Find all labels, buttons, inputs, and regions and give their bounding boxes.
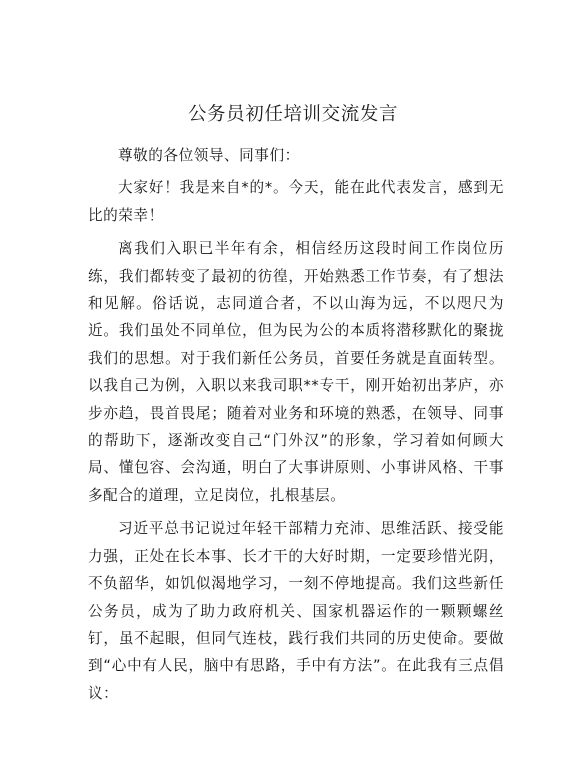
- greeting-paragraph: 尊敬的各位领导、同事们：: [118, 147, 300, 164]
- experience-paragraph: 离我们入职已半年有余，相信经历这段时间工作岗位历练，我们都转变了最初的彷徨，开始熟悉工作节奏，有了想法和见解。俗话说，志同道合者，不以山海为远，不以咫尺为近。我们虽处不同单位，但为民为公的本质将潜移默化的聚拢我们的思想。对于我们新任公务员，首要任务就是直面转型。以我自己为例，入职以来我司职**专干，刚开始初出茅庐，亦步亦趋，畏首畏尾；随着对业务和环境的熟悉，在领导、同事的帮助下，逐渐改变自己“门外汉”的形象，学习着如何顾大局、懂包容、会沟通，明白了大事讲原则、小事讲风格、干事多配合的道理，立足岗位，扎根基层。: [88, 240, 504, 504]
- document-body: [88, 142, 504, 707]
- proposal-paragraph: 习近平总书记说过年轻干部精力充沛、思维活跃、接受能力强，正处在长本事、长才干的大好时期，一定要珍惜光阴，不负韶华，如饥似渴地学习，一刻不停地提高。我们这些新任公务员，成为了助力政府机关、国家机器运作的一颗颗螺丝钉，虽不起眼，但同气连枝，践行我们共同的历史使命。要做到“心中有人民，脑中有思路，手中有方法”。在此我有三点倡议：: [88, 520, 504, 702]
- opening-paragraph: 大家好！我是来自*的*。今天，能在此代表发言，感到无比的荣幸！: [88, 179, 504, 224]
- document-title: 公务员初任培训交流发言: [187, 104, 399, 125]
